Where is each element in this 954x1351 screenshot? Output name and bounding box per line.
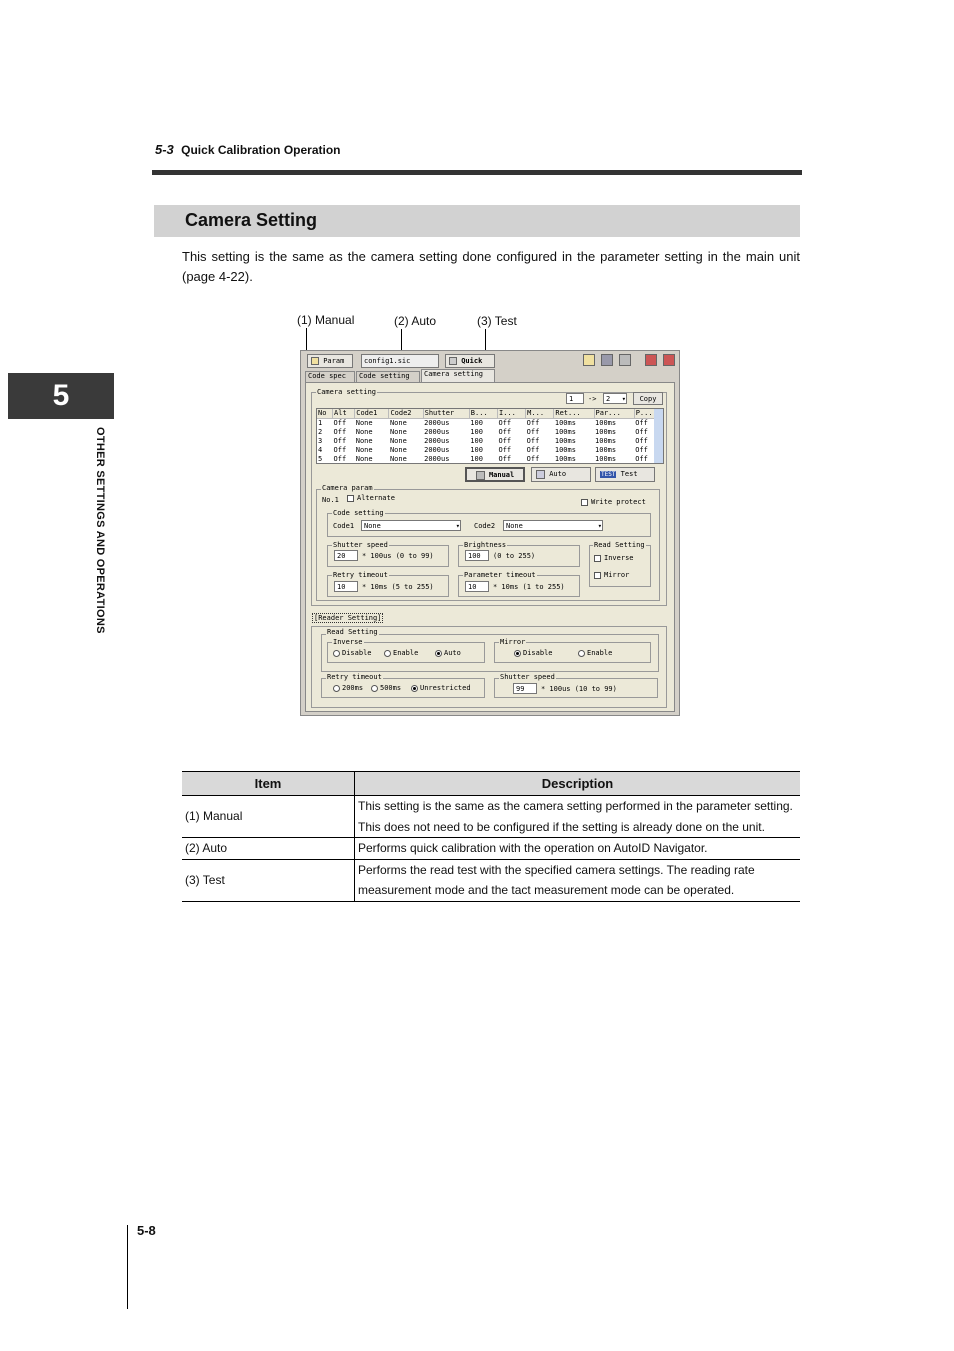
grid-cell: 1 [318, 418, 323, 427]
grid-cell: None [355, 445, 373, 454]
reader-shutter-label: Shutter speed [500, 673, 555, 681]
retry-500-radio[interactable] [371, 684, 401, 692]
code1-select[interactable] [361, 520, 461, 531]
read-setting-label: Read Setting [594, 541, 645, 549]
settings-grid[interactable] [316, 408, 664, 464]
open-folder-icon[interactable] [583, 354, 595, 366]
grid-cell: None [389, 454, 407, 463]
grid-cell: 100ms [554, 445, 576, 454]
inverse-enable-radio-dot[interactable] [384, 650, 391, 657]
inverse-enable-label: Enable [393, 649, 419, 657]
grid-row[interactable] [317, 445, 663, 454]
grid-column-header[interactable]: P... [634, 409, 662, 418]
section-number: 5-3 [155, 142, 174, 157]
grid-cell: 100 [470, 436, 483, 445]
retry-unrestricted-radio-dot[interactable] [411, 685, 418, 692]
param-timeout-unit: * 10ms (1 to 255) [493, 583, 565, 591]
grid-cell: 3 [318, 436, 323, 445]
code2-value: None [506, 522, 523, 530]
mirror-enable-label: Enable [587, 649, 613, 657]
chevron-down-icon: ▾ [597, 522, 602, 530]
inverse-disable-radio-dot[interactable] [333, 650, 340, 657]
quick-button[interactable] [445, 354, 495, 368]
shutter-label: Shutter speed [333, 541, 388, 549]
grid-cell: 100ms [554, 454, 576, 463]
grid-column-header[interactable]: I... [497, 409, 525, 418]
retry-input[interactable]: 10 [334, 581, 358, 592]
grid-cell: Off [333, 427, 347, 436]
param-label: Param [323, 357, 345, 365]
brightness-label: Brightness [464, 541, 507, 549]
grid-cell: 100ms [595, 436, 617, 445]
brightness-input[interactable]: 100 [465, 550, 489, 561]
page-title: Camera Setting [185, 210, 318, 230]
grid-cell: 100 [470, 427, 483, 436]
retry-500-radio-dot[interactable] [371, 685, 378, 692]
retry-unrestricted-radio[interactable] [411, 684, 471, 692]
retry-unit: * 10ms (5 to 255) [362, 583, 434, 591]
receive-icon[interactable] [663, 354, 675, 366]
grid-row[interactable] [317, 427, 663, 436]
table-row [182, 838, 800, 860]
brightness-unit: (0 to 255) [493, 552, 536, 560]
param-timeout-input[interactable]: 10 [465, 581, 489, 592]
tab-code-setting[interactable]: Code setting [356, 371, 420, 382]
grid-row[interactable] [317, 436, 663, 445]
inverse-enable-radio[interactable] [384, 649, 418, 657]
chapter-tab: 5 [8, 373, 114, 419]
alternate-label: Alternate [357, 494, 395, 502]
code1-value: None [364, 522, 381, 530]
grid-cell: None [389, 427, 407, 436]
alternate-check-box[interactable] [347, 495, 354, 502]
write-protect-checkbox[interactable] [581, 498, 646, 506]
grid-row[interactable] [317, 418, 663, 427]
header-rule [152, 170, 802, 175]
grid-cell: 2000us [424, 427, 450, 436]
camera-param-label: Camera param [322, 484, 373, 492]
retry-200-label: 200ms [342, 684, 364, 692]
camera-setting-label: Camera setting [317, 388, 377, 396]
grid-column-header[interactable]: Par... [594, 409, 634, 418]
read-setting-label-2: Read Setting [327, 628, 378, 636]
mirror-enable-radio[interactable] [578, 649, 612, 657]
retry-200-radio[interactable] [333, 684, 363, 692]
grid-cell: Off [635, 418, 648, 427]
code-setting-label: Code setting [333, 509, 384, 517]
callout-manual: (1) Manual [297, 313, 355, 327]
quick-icon [449, 357, 457, 365]
mirror-label: Mirror [604, 571, 630, 579]
inverse-disable-radio[interactable] [333, 649, 372, 657]
test-button[interactable] [595, 467, 655, 482]
title-bar [154, 205, 800, 237]
callout-test: (3) Test [477, 314, 517, 328]
save-icon[interactable] [601, 354, 613, 366]
retry-timeout-label: Retry timeout [327, 673, 382, 681]
retry-unrestricted-label: Unrestricted [420, 684, 471, 692]
intro-paragraph: This setting is the same as the camera setting done configured in the parameter setting in the main unit (page 4-22). [182, 249, 800, 284]
grid-cell: Off [635, 436, 648, 445]
mirror-checkbox[interactable] [594, 571, 629, 579]
grid-cell: 100ms [554, 436, 576, 445]
grid-cell: 100 [470, 418, 483, 427]
callout-auto: (2) Auto [394, 314, 437, 328]
grid-cell: Off [635, 454, 648, 463]
manual-button[interactable] [465, 467, 525, 482]
auto-button[interactable] [531, 467, 591, 482]
inverse-checkbox[interactable] [594, 554, 634, 562]
param-button[interactable] [307, 354, 353, 368]
inverse-check-box[interactable] [594, 555, 601, 562]
grid-cell: None [389, 418, 407, 427]
section-title: Quick Calibration Operation [181, 143, 341, 157]
grid-cell: 100ms [554, 427, 576, 436]
code1-label: Code1 [333, 522, 355, 530]
chevron-down-icon: ▾ [621, 395, 626, 403]
grid-column-header[interactable]: Shutter [423, 409, 469, 418]
copy-from-field[interactable]: 1 [566, 393, 584, 404]
code2-label: Code2 [474, 522, 496, 530]
table-cell-description: Performs quick calibration with the operation on AutoID Navigator. [355, 838, 801, 860]
chapter-side-title: OTHER SETTINGS AND OPERATIONS [94, 427, 106, 634]
grid-cell: 2000us [424, 454, 450, 463]
mirror-group-label: Mirror [500, 638, 526, 646]
grid-cell: 2000us [424, 418, 450, 427]
section-header [155, 142, 341, 157]
grid-cell: 100ms [595, 427, 617, 436]
retry-label: Retry timeout [333, 571, 388, 579]
footer-rule [127, 1225, 128, 1309]
grid-column-header[interactable]: Alt [333, 409, 355, 418]
manual-icon [476, 471, 485, 480]
grid-cell: 100ms [595, 445, 617, 454]
mirror-disable-radio-dot[interactable] [514, 650, 521, 657]
grid-cell: Off [526, 445, 540, 454]
grid-cell: Off [635, 445, 648, 454]
grid-row[interactable] [317, 454, 663, 463]
grid-cell: None [355, 436, 373, 445]
table-header-row [182, 772, 800, 796]
auto-icon [536, 470, 545, 479]
grid-cell: Off [333, 454, 347, 463]
reader-shutter-unit: * 100us (10 to 99) [541, 685, 617, 693]
auto-label: Auto [549, 470, 567, 478]
config-file-field[interactable]: config1.sic [361, 354, 439, 368]
inverse-auto-label: Auto [444, 649, 461, 657]
copy-to-select[interactable] [603, 393, 627, 404]
table-cell-description: This setting is the same as the camera setting performed in the parameter setting. This does not need to be configured if the setting is already done on the unit. [355, 796, 801, 838]
manual-label: Manual [488, 471, 515, 479]
grid-cell: None [355, 454, 373, 463]
table-cell-item: (2) Auto [182, 838, 355, 860]
mirror-check-box[interactable] [594, 572, 601, 579]
copy-to-value: 2 [606, 395, 611, 403]
grid-cell: Off [333, 445, 347, 454]
mirror-enable-radio-dot[interactable] [578, 650, 585, 657]
grid-cell: 2000us [424, 445, 450, 454]
alternate-checkbox[interactable] [347, 494, 395, 502]
param-icon [311, 357, 319, 365]
print-icon[interactable] [619, 354, 631, 366]
app-screenshot [300, 350, 680, 716]
grid-cell: None [355, 427, 373, 436]
item-column-header: Item [182, 772, 355, 796]
read-setting-group [589, 545, 651, 587]
param-no-label: No.1 [322, 496, 339, 504]
grid-cell: Off [526, 427, 540, 436]
grid-cell: 100 [470, 454, 483, 463]
grid-scrollbar[interactable] [654, 409, 663, 463]
grid-cell: None [389, 436, 407, 445]
inverse-auto-radio-dot[interactable] [435, 650, 442, 657]
chevron-down-icon: ▾ [455, 522, 460, 530]
grid-cell: Off [498, 445, 512, 454]
table-cell-item: (1) Manual [182, 796, 355, 838]
copy-button[interactable]: Copy [633, 392, 663, 405]
inverse-group-label: Inverse [333, 638, 363, 646]
table-cell-description: Performs the read test with the specified camera settings. The reading rate measurement mode and the tact measurement mode can be operated. [355, 859, 801, 901]
grid-cell: 100 [470, 445, 483, 454]
description-table [182, 771, 800, 902]
grid-cell: None [389, 445, 407, 454]
grid-cell: Off [526, 436, 540, 445]
grid-cell: 100ms [554, 418, 576, 427]
grid-cell: 4 [318, 445, 323, 454]
inverse-disable-label: Disable [342, 649, 372, 657]
mirror-disable-radio[interactable] [514, 649, 553, 657]
grid-column-header[interactable]: Code2 [389, 409, 423, 418]
grid-cell: None [355, 418, 373, 427]
shutter-input[interactable]: 20 [334, 550, 358, 561]
write-protect-check-box[interactable] [581, 499, 588, 506]
inverse-auto-radio[interactable] [435, 649, 461, 657]
copy-arrow: -> [588, 395, 597, 403]
grid-column-header[interactable]: Code1 [355, 409, 389, 418]
grid-cell: Off [498, 454, 512, 463]
grid-cell: 100ms [595, 454, 617, 463]
test-icon: TEST [601, 471, 616, 478]
grid-cell: 2000us [424, 436, 450, 445]
retry-500-label: 500ms [380, 684, 402, 692]
code2-select[interactable] [503, 520, 603, 531]
table-row [182, 796, 800, 838]
reader-shutter-input[interactable]: 99 [513, 683, 537, 694]
tab-camera-setting[interactable]: Camera setting [421, 369, 495, 382]
write-protect-label: Write protect [591, 498, 646, 506]
table-cell-item: (3) Test [182, 859, 355, 901]
grid-column-header[interactable]: No [317, 409, 333, 418]
grid-cell: 5 [318, 454, 323, 463]
send-icon[interactable] [645, 354, 657, 366]
page-number: 5-8 [137, 1223, 156, 1238]
grid-cell: Off [498, 436, 512, 445]
grid-cell: Off [635, 427, 648, 436]
quick-label: Quick [461, 357, 483, 365]
table-row [182, 859, 800, 901]
grid-cell: Off [498, 418, 512, 427]
param-timeout-label: Parameter timeout [464, 571, 536, 579]
tab-code-spec[interactable]: Code spec [305, 371, 355, 382]
grid-cell: Off [498, 427, 512, 436]
grid-cell: 100ms [595, 418, 617, 427]
shutter-unit: * 100us (0 to 99) [362, 552, 434, 560]
grid-column-header[interactable]: M... [526, 409, 554, 418]
grid-cell: 2 [318, 427, 323, 436]
retry-200-radio-dot[interactable] [333, 685, 340, 692]
reader-setting-label: [Reader Setting] [314, 614, 382, 622]
mirror-disable-label: Disable [523, 649, 553, 657]
inverse-label: Inverse [604, 554, 634, 562]
grid-cell: Off [526, 418, 540, 427]
grid-cell: Off [526, 454, 540, 463]
test-label: Test [620, 470, 638, 478]
grid-cell: Off [333, 436, 347, 445]
description-column-header: Description [355, 772, 801, 796]
grid-column-header[interactable]: B... [469, 409, 497, 418]
grid-column-header[interactable]: Ret... [554, 409, 594, 418]
grid-cell: Off [333, 418, 347, 427]
